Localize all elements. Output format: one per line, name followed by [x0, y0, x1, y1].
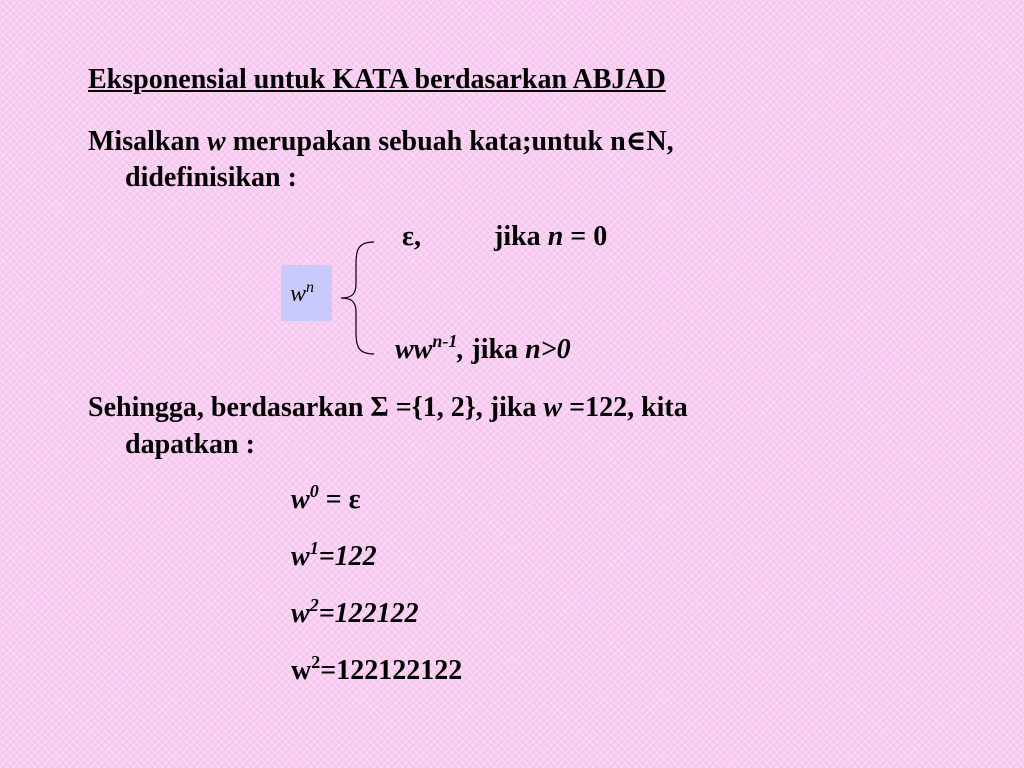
example-line-2: dapatkan :: [125, 429, 255, 460]
example-line-1: [88, 392, 688, 424]
result-w1-exp: 1: [309, 538, 319, 558]
example-text-2: ={1, 2}, jika: [388, 392, 544, 423]
variable-w: w: [207, 126, 226, 157]
case-recursive-base: ww: [395, 334, 433, 365]
definition-text-1: Misalkan: [88, 126, 208, 157]
w-power-n: [290, 281, 314, 308]
case-recursive-cond-text: jika: [464, 334, 526, 365]
definition-text-3: N,: [646, 126, 674, 157]
w-base: w: [290, 281, 307, 307]
definition-text-2: merupakan sebuah kata;untuk n: [225, 126, 626, 157]
definition-line-2: didefinisikan :: [125, 162, 297, 193]
example-text-1: Sehingga, berdasarkan: [88, 392, 371, 423]
result-w0-base: w: [291, 484, 310, 515]
result-w3-base: w: [291, 655, 312, 686]
definition-line-1: [88, 124, 674, 158]
sigma-symbol: Σ: [370, 392, 389, 423]
result-w0-rest: = ε: [318, 484, 361, 515]
brace-path: [341, 242, 374, 354]
element-of-symbol: ∈: [625, 126, 647, 157]
result-w2-base: w: [291, 598, 310, 629]
case-recursive-comma: ,: [457, 334, 465, 365]
result-w2-rest: =122122: [318, 598, 419, 629]
case-epsilon-cond-rest: = 0: [563, 221, 608, 252]
w-power-n-box: [281, 265, 332, 321]
result-w0-exp: 0: [309, 481, 319, 501]
case-epsilon-cond-text: jika: [494, 221, 548, 252]
slide-title: Eksponensial untuk KATA berdasarkan ABJAD: [88, 64, 666, 95]
case-recursive-cond-var: n: [525, 334, 541, 365]
curly-brace: [338, 240, 380, 356]
result-w2: [291, 595, 419, 630]
result-w1-base: w: [291, 541, 310, 572]
case-epsilon-value: ε,: [402, 221, 421, 252]
n-exponent: n: [306, 279, 315, 296]
case-recursive-cond-rest: >0: [540, 334, 571, 365]
case-recursive: [395, 331, 571, 366]
result-w0: [291, 481, 361, 516]
case-recursive-exponent: n-1: [432, 331, 458, 351]
result-w1-rest: =122: [318, 541, 377, 572]
result-w2-exp: 2: [309, 595, 319, 615]
example-variable-w: w: [543, 392, 563, 423]
example-text-3: =122, kita: [562, 392, 688, 423]
result-w1: [291, 538, 377, 573]
case-epsilon-condition: [494, 221, 607, 253]
result-w3-rest: =122122122: [320, 655, 463, 686]
case-epsilon-cond-var: n: [547, 221, 564, 252]
result-w3-exp: 2: [311, 652, 321, 672]
result-w3: [291, 652, 463, 687]
